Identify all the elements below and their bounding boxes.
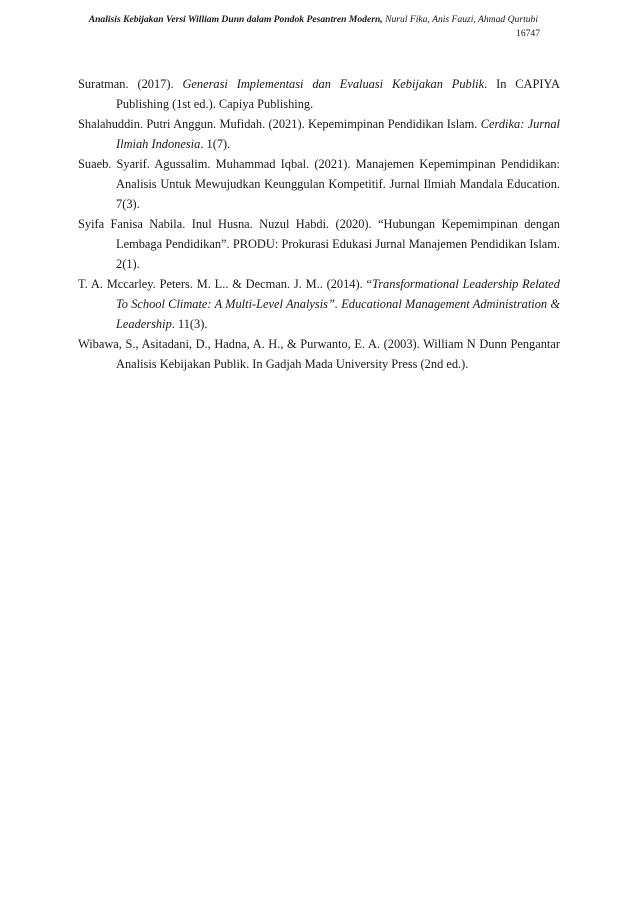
reference-italic-title: Generasi Implementasi dan Evaluasi Kebijakan Publik bbox=[182, 77, 485, 91]
reference-entry bbox=[78, 214, 560, 274]
reference-italic-title: Transformational Leadership Related To School Climate: A Multi-Level Analysis”. Educational Management Administration & Leadership bbox=[116, 277, 560, 331]
reference-text-tail: . 11(3). bbox=[171, 317, 208, 331]
reference-text: Shalahuddin. Putri Anggun. Mufidah. (2021). Kepemimpinan Pendidikan Islam. bbox=[78, 117, 481, 131]
reference-entry bbox=[78, 114, 560, 154]
reference-entry bbox=[78, 74, 560, 114]
reference-text-tail: . 1(7). bbox=[200, 137, 231, 151]
reference-entry bbox=[78, 274, 560, 334]
reference-text: Suaeb. Syarif. Agussalim. Muhammad Iqbal. (2021). Manajemen Kepemimpinan Pendidikan: Analisis Untuk Mewujudkan Keunggulan Kompetitif. Jurnal Ilmiah Mandala Education. 7(3). bbox=[78, 157, 560, 211]
reference-text-tail: . In CAPIYA Publishing (1st ed.). Capiya Publishing. bbox=[116, 77, 561, 111]
reference-italic-title: Cerdika: Jurnal Ilmiah Indonesia bbox=[116, 117, 560, 151]
reference-text: Syifa Fanisa Nabila. Inul Husna. Nuzul Habdi. (2020). “Hubungan Kepemimpinan dengan Lembaga Pendidikan”. PRODU: Prokurasi Edukasi Jurnal Manajemen Pendidikan Islam. 2(1). bbox=[78, 217, 560, 271]
reference-text: Suratman. (2017). bbox=[78, 77, 183, 91]
reference-text: T. A. Mccarley. Peters. M. L.. & Decman. J. M.. (2014). “ bbox=[78, 277, 373, 291]
running-header-authors: Nurul Fika, Anis Fauzi, Ahmad Qurtubi bbox=[382, 14, 538, 25]
reference-list bbox=[78, 74, 560, 374]
reference-entry bbox=[78, 154, 560, 214]
running-header bbox=[60, 14, 538, 26]
reference-text: Wibawa, S., Asitadani, D., Hadna, A. H., & Purwanto, E. A. (2003). William N Dunn Pengantar Analisis Kebijakan Publik. In Gadjah Mada University Press (2nd ed.). bbox=[78, 337, 560, 371]
running-header-title: Analisis Kebijakan Versi William Dunn dalam Pondok Pesantren Modern, bbox=[88, 14, 383, 25]
page-number: 16747 bbox=[516, 28, 540, 39]
reference-entry bbox=[78, 334, 560, 374]
